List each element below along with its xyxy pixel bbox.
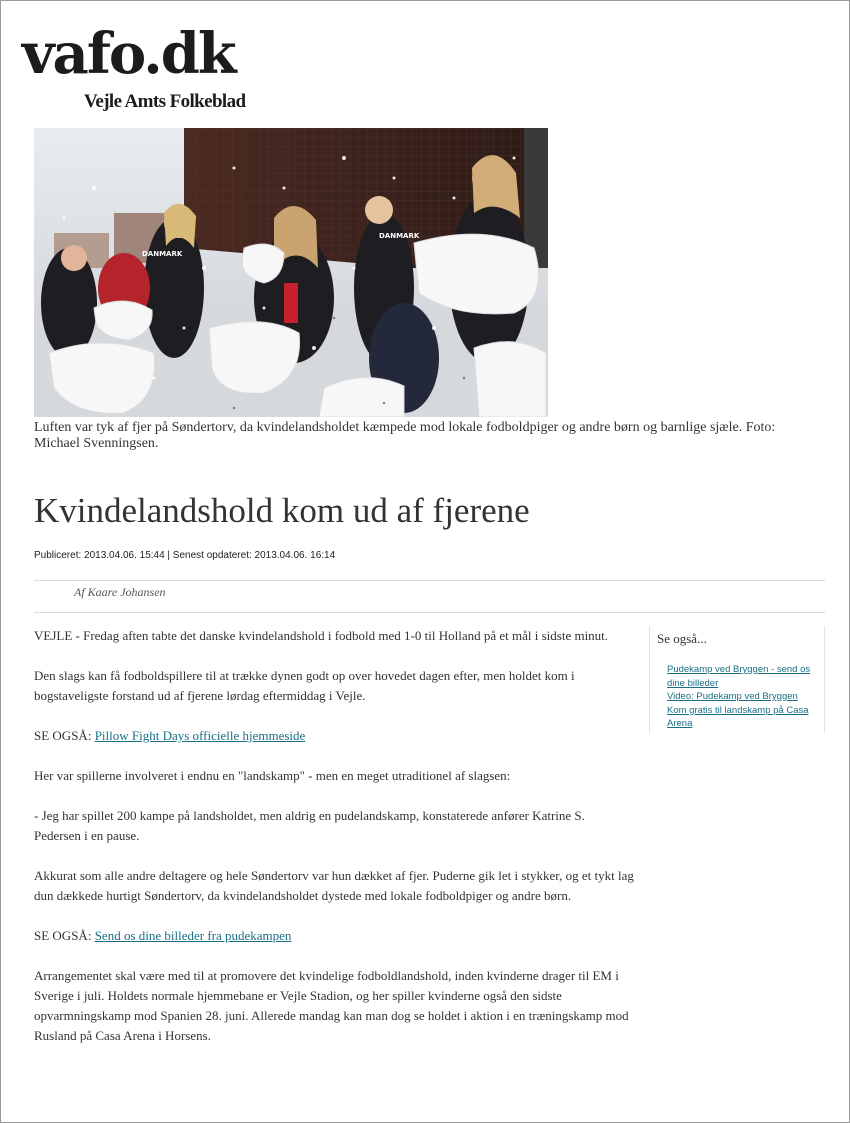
sidebar-link-free-match[interactable]: Kom gratis til landskamp på Casa Arena [667, 704, 809, 729]
sidebar-link-send-photos[interactable]: Pudekamp ved Bryggen - send os dine billeder [667, 664, 811, 689]
paragraph: Den slags kan få fodboldspillere til at trække dynen godt op over hovedet dagen efter, men holdet kom i bogstaveligste forstand ud af fjerene lørdag eftermiddag i Vejle. [34, 668, 575, 703]
see-also-prefix: SE OGSÅ: [34, 928, 92, 943]
paragraph: VEJLE - Fredag aften tabte det danske kvindelandshold i fodbold med 1-0 til Holland på et mål i sidste minut. [34, 628, 609, 643]
article-body [34, 626, 634, 1066]
paragraph: Arrangementet skal være med til at promovere det kvindelige fodboldlandshold, inden kvinderne drager til EM i Sverige i juli. Holdets normale hjemmebane er Vejle Stadion, og her spiller kvinderne også den sidste opvarmningskamp mod Spanien 28. juni. Allerede mandag kan man dog se holdet i aktion i en træningskamp mod Rusland på Casa Arena i Horsens. [34, 968, 629, 1043]
see-also-line [34, 726, 634, 746]
paragraph: Akkurat som alle andre deltagere og hele Søndertorv var hun dækket af fjer. Puderne gik let i stykker, og et tykt lag dun dækkede hurtigt Søndertorv, da kvindelandsholdet dystede med lokale fodboldpiger og andre børn. [34, 868, 634, 903]
article-photo [34, 128, 548, 417]
list-item [667, 704, 817, 731]
photo-caption: Luften var tyk af fjer på Søndertorv, da kvindelandsholdet kæmpede mod lokale fodboldpiger og andre børn og barnlige sjæle. Foto: Michael Svenningsen. [34, 420, 776, 451]
send-photos-link[interactable]: Send os dine billeder fra pudekampen [94, 928, 292, 943]
logo-wordmark: vafo.dk [22, 21, 235, 87]
list-item [667, 663, 817, 690]
pillow-fight-photo [34, 128, 548, 417]
site-logo[interactable] [22, 21, 262, 112]
list-item [667, 690, 817, 704]
byline: Af Kaare Johansen [74, 585, 166, 599]
sidebar-link-video[interactable]: Video: Pudekamp ved Bryggen [667, 691, 798, 702]
paragraph: Her var spillerne involveret i endnu en "landskamp" - men en meget utraditionel af slagsen: [34, 768, 511, 783]
divider [34, 612, 825, 613]
sidebar-link-list [667, 663, 817, 731]
paragraph: - Jeg har spillet 200 kampe på landsholdet, men aldrig en pudelandskamp, konstaterede anfører Katrine S. Pedersen i en pause. [34, 808, 585, 843]
sidebar-title: Se også... [657, 631, 707, 646]
see-also-line [34, 926, 634, 946]
see-also-sidebar [649, 626, 825, 733]
article-headline: Kvindelandshold kom ud af fjerene [34, 491, 530, 530]
jersey-text: DANMARK [142, 250, 183, 258]
publish-meta: Publiceret: 2013.04.06. 15:44 | Senest opdateret: 2013.04.06. 16:14 [34, 550, 336, 561]
divider [34, 580, 825, 581]
jersey-text: DANMARK [379, 232, 420, 240]
logo-tagline: Vejle Amts Folkeblad [84, 91, 246, 112]
pillow-fight-homepage-link[interactable]: Pillow Fight Days officielle hjemmeside [94, 728, 306, 743]
see-also-prefix: SE OGSÅ: [34, 728, 92, 743]
